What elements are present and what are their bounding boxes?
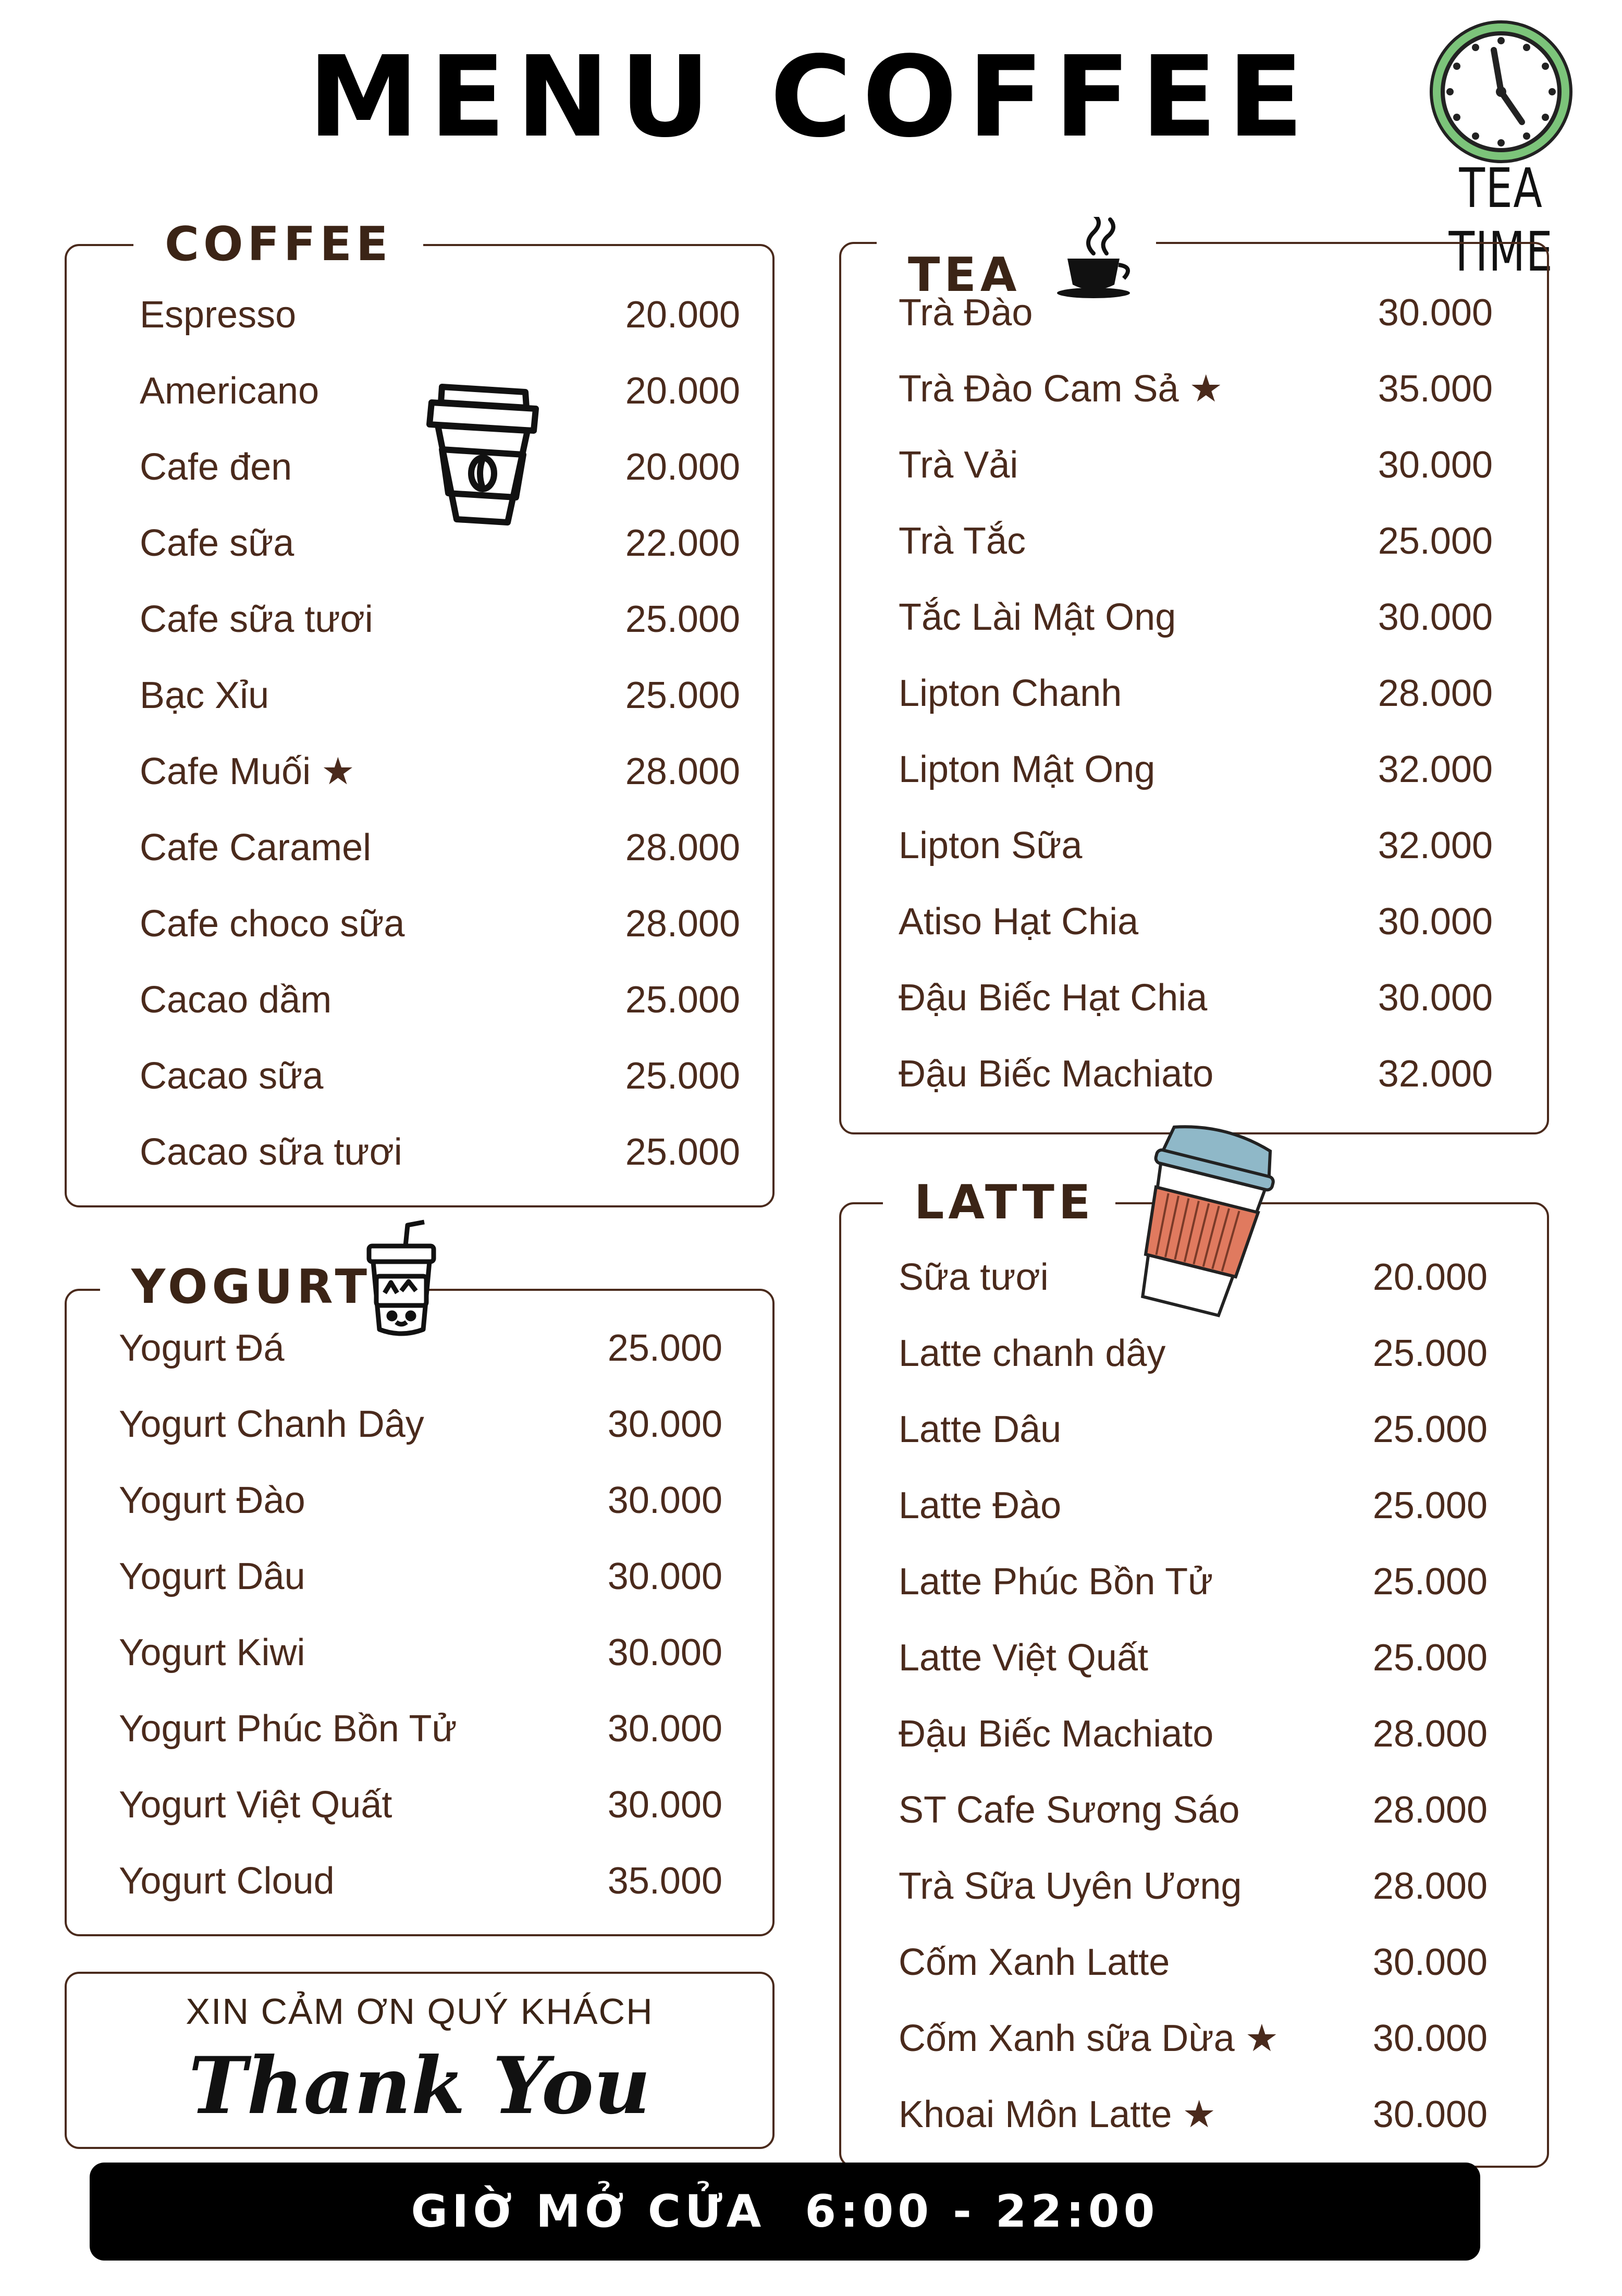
menu-item-price: 30.000 bbox=[607, 1556, 722, 1597]
thank-you-script: Thank You bbox=[188, 2040, 651, 2132]
yogurt-section-label: YOGURT bbox=[131, 1260, 372, 1314]
teacup-icon bbox=[1052, 217, 1140, 306]
tea-section-label: TEA bbox=[908, 248, 1021, 302]
menu-item-name: Lipton Chanh bbox=[899, 673, 1122, 714]
takeaway-cup-icon bbox=[1115, 1121, 1287, 1324]
yogurt-section-title bbox=[100, 1260, 382, 1314]
menu-item-price: 30.000 bbox=[607, 1708, 722, 1750]
menu-item-name: Cafe sữa tươi bbox=[140, 599, 373, 640]
coffee-section-title: COFFEE bbox=[133, 221, 423, 268]
menu-item-name: Cafe đen bbox=[140, 446, 292, 488]
menu-item-price: 28.000 bbox=[1372, 1865, 1488, 1907]
menu-item-price: 20.000 bbox=[625, 446, 740, 488]
menu-item-price: 30.000 bbox=[1378, 596, 1493, 638]
menu-item-name: ST Cafe Sương Sáo bbox=[899, 1789, 1240, 1831]
menu-item-price: 25.000 bbox=[1372, 1333, 1488, 1374]
menu-item-price: 30.000 bbox=[1378, 901, 1493, 943]
menu-item-price: 30.000 bbox=[1378, 444, 1493, 486]
menu-item-name: Yogurt Việt Quất bbox=[119, 1784, 392, 1826]
menu-item-name: Latte Dâu bbox=[899, 1409, 1062, 1450]
menu-item-name: Cacao dầm bbox=[140, 979, 332, 1021]
menu-item-name: Trà Tắc bbox=[899, 520, 1026, 562]
coffee-cup-icon bbox=[405, 366, 562, 538]
menu-item-name: Cafe Muối ★ bbox=[140, 751, 355, 792]
menu-item-name: Lipton Sữa bbox=[899, 825, 1083, 866]
tea-section bbox=[839, 242, 1549, 1134]
tea-time-logo bbox=[1402, 16, 1600, 284]
menu-item-price: 25.000 bbox=[1372, 1485, 1488, 1526]
menu-item-name: Atiso Hạt Chia bbox=[899, 901, 1139, 943]
menu-item-name: Tắc Lài Mật Ong bbox=[899, 596, 1176, 638]
menu-item-price: 28.000 bbox=[625, 903, 740, 945]
coffee-section bbox=[65, 217, 775, 1207]
menu-item-price: 20.000 bbox=[625, 294, 740, 336]
menu-item-price: 28.000 bbox=[625, 751, 740, 792]
page-title: MENU COFFEE bbox=[308, 32, 1314, 162]
menu-item-price: 25.000 bbox=[625, 979, 740, 1021]
menu-item-price: 20.000 bbox=[625, 370, 740, 412]
menu-item-price: 35.000 bbox=[1378, 368, 1493, 410]
menu-item-price: 30.000 bbox=[1372, 1941, 1488, 1983]
thanks-message: XIN CẢM ƠN QUÝ KHÁCH bbox=[186, 1991, 654, 2032]
menu-item-name: Yogurt Đá bbox=[119, 1327, 285, 1369]
menu-item-price: 25.000 bbox=[607, 1327, 722, 1369]
menu-item-name: Cacao sữa bbox=[140, 1055, 324, 1097]
latte-section bbox=[839, 1175, 1549, 2168]
menu-item-price: 32.000 bbox=[1378, 1053, 1493, 1095]
menu-item-name: Latte chanh dây bbox=[899, 1333, 1166, 1374]
menu-item-name: Americano bbox=[140, 370, 320, 412]
menu-item-price: 25.000 bbox=[625, 1055, 740, 1097]
menu-item-name: Trà Đào Cam Sả ★ bbox=[899, 368, 1223, 410]
opening-hours-bar bbox=[90, 2163, 1480, 2261]
menu-item-name: Cafe choco sữa bbox=[140, 903, 405, 945]
menu-item-price: 28.000 bbox=[1378, 673, 1493, 714]
menu-item-name: Cafe sữa bbox=[140, 522, 294, 564]
menu-item-price: 25.000 bbox=[625, 599, 740, 640]
menu-item-price: 25.000 bbox=[1372, 1637, 1488, 1679]
menu-item-price: 25.000 bbox=[1378, 520, 1493, 562]
menu-item-name: Yogurt Kiwi bbox=[119, 1632, 305, 1674]
menu-item-name: Latte Việt Quất bbox=[899, 1637, 1149, 1679]
menu-item-name: Bạc Xỉu bbox=[140, 675, 269, 716]
menu-item-price: 30.000 bbox=[1372, 2018, 1488, 2059]
menu-item-price: 25.000 bbox=[1372, 1561, 1488, 1603]
menu-item-name: Latte Đào bbox=[899, 1485, 1062, 1526]
yogurt-cup-icon bbox=[354, 1215, 448, 1345]
menu-item-price: 20.000 bbox=[1372, 1256, 1488, 1298]
menu-item-name: Cốm Xanh sữa Dừa ★ bbox=[899, 2018, 1279, 2059]
menu-item-price: 30.000 bbox=[607, 1632, 722, 1674]
menu-item-name: Yogurt Cloud bbox=[119, 1860, 335, 1902]
menu-item-name: Đậu Biếc Machiato bbox=[899, 1713, 1214, 1755]
menu-item-price: 32.000 bbox=[1378, 825, 1493, 866]
menu-item-name: Cacao sữa tươi bbox=[140, 1131, 402, 1173]
menu-item-price: 22.000 bbox=[625, 522, 740, 564]
yogurt-section bbox=[65, 1260, 775, 1936]
menu-item-price: 28.000 bbox=[1372, 1789, 1488, 1831]
menu-item-name: Yogurt Phúc Bồn Tử bbox=[119, 1708, 457, 1750]
menu-item-name: Sữa tươi bbox=[899, 1256, 1049, 1298]
opening-hours-text: GIỜ MỞ CỬA 6:00 - 22:00 bbox=[411, 2185, 1159, 2238]
menu-item-price: 30.000 bbox=[607, 1480, 722, 1521]
menu-item-name: Cốm Xanh Latte bbox=[899, 1941, 1170, 1983]
menu-item-name: Đậu Biếc Hạt Chia bbox=[899, 977, 1208, 1019]
menu-item-price: 25.000 bbox=[1372, 1409, 1488, 1450]
menu-item-name: Trà Đào bbox=[899, 292, 1033, 334]
menu-item-name: Đậu Biếc Machiato bbox=[899, 1053, 1214, 1095]
menu-item-name: Yogurt Chanh Dây bbox=[119, 1403, 424, 1445]
menu-item-price: 28.000 bbox=[625, 827, 740, 869]
menu-item-price: 25.000 bbox=[625, 1131, 740, 1173]
menu-item-name: Yogurt Đào bbox=[119, 1480, 305, 1521]
menu-item-price: 28.000 bbox=[1372, 1713, 1488, 1755]
latte-section-title: LATTE bbox=[883, 1179, 1115, 1226]
menu-item-name: Espresso bbox=[140, 294, 297, 336]
clock-icon bbox=[1427, 18, 1575, 166]
menu-item-name: Trà Vải bbox=[899, 444, 1018, 486]
menu-item-name: Lipton Mật Ong bbox=[899, 749, 1156, 790]
menu-item-price: 35.000 bbox=[607, 1860, 722, 1902]
menu-item-price: 25.000 bbox=[625, 675, 740, 716]
menu-item-price: 32.000 bbox=[1378, 749, 1493, 790]
menu-item-price: 30.000 bbox=[607, 1784, 722, 1826]
menu-item-price: 30.000 bbox=[1378, 977, 1493, 1019]
logo-text: TEA TIME bbox=[1448, 156, 1554, 284]
menu-item-price: 30.000 bbox=[1372, 2094, 1488, 2135]
menu-item-name: Khoai Môn Latte ★ bbox=[899, 2094, 1216, 2135]
menu-item-price: 30.000 bbox=[607, 1403, 722, 1445]
menu-item-name: Latte Phúc Bồn Tử bbox=[899, 1561, 1213, 1603]
menu-item-name: Trà Sữa Uyên Ương bbox=[899, 1865, 1242, 1907]
thank-you-box bbox=[65, 1972, 775, 2149]
menu-item-name: Yogurt Dâu bbox=[119, 1556, 305, 1597]
menu-item-price: 30.000 bbox=[1378, 292, 1493, 334]
menu-item-name: Cafe Caramel bbox=[140, 827, 372, 869]
